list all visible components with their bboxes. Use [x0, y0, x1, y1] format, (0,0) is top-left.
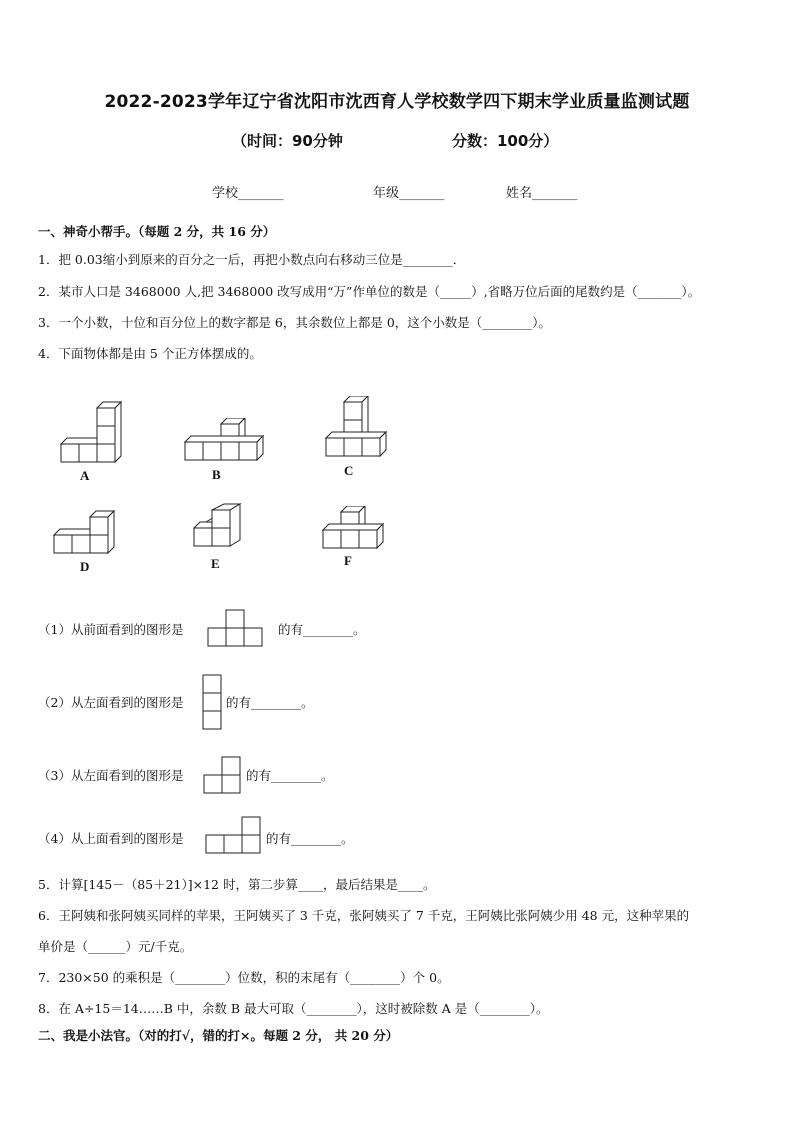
question-7: 7．230×50 的乘积是（________）位数，积的末尾有（________）个 0。: [38, 970, 450, 985]
section2-heading: 二、我是小法官。（对的打√，错的打×。每题 2 分， 共 20 分）: [38, 1028, 399, 1043]
view-shape-front: [206, 609, 264, 649]
question-6-line-2: 单价是（______）元/千克。: [38, 939, 193, 954]
question-8: 8．在 A÷15＝14……B 中，余数 B 最大可取（________），这时被除数 A 是（________）。: [38, 1001, 549, 1016]
figure-label-f: F: [344, 553, 352, 568]
figure-label-b: B: [212, 467, 221, 482]
question-5: 5．计算[145－（85＋21）]×12 时，第二步算____，最后结果是____。: [38, 877, 436, 892]
subquestion-2-suffix: 的有________。: [226, 695, 314, 710]
question-4: 4．下面物体都是由 5 个正方体摆成的。: [38, 346, 262, 361]
subquestion-4-suffix: 的有________。: [266, 831, 354, 846]
subquestion-3-suffix: 的有________。: [246, 768, 334, 783]
section1-heading: 一、神奇小帮手。（每题 2 分，共 16 分）: [38, 224, 276, 239]
name-field: 姓名_______: [506, 186, 578, 201]
figure-label-e: E: [211, 556, 220, 571]
subquestion-3-prefix: （3）从左面看到的图形是: [38, 768, 184, 783]
view-shape-top: [204, 816, 264, 856]
subquestion-1-prefix: （1）从前面看到的图形是: [38, 622, 184, 637]
question-1: 1．把 0.03缩小到原来的百分之一后，再把小数点向右移动三位是________．: [38, 252, 466, 267]
subquestion-1-suffix: 的有________。: [278, 622, 366, 637]
figure-label-c: C: [344, 463, 354, 478]
question-2: 2．某市人口是 3468000 人,把 3468000 改写成用“万”作单位的数是（_____）,省略万位后面的尾数约是（_______）。: [38, 284, 701, 299]
school-field: 学校_______: [212, 186, 284, 201]
view-shape-left-l: [203, 756, 243, 796]
figure-label-a: A: [80, 468, 90, 483]
cube-figure-b: [183, 418, 273, 464]
cube-figure-e: [192, 502, 244, 557]
cube-figure-f: [321, 506, 387, 552]
view-shape-left-column: [202, 674, 224, 732]
subquestion-2-prefix: （2）从左面看到的图形是: [38, 695, 184, 710]
subquestion-4-prefix: （4）从上面看到的图形是: [38, 831, 184, 846]
question-3: 3．一个小数，十位和百分位上的数字都是 6，其余数位上都是 0，这个小数是（________）。: [38, 315, 552, 330]
page-title: 2022-2023学年辽宁省沈阳市沈西育人学校数学四下期末学业质量监测试题: [104, 92, 690, 112]
cube-figure-d: [52, 509, 124, 557]
exam-time: （时间：90分钟: [232, 132, 343, 150]
figure-label-d: D: [80, 559, 90, 574]
cube-figure-a: [58, 400, 128, 465]
cube-figure-c: [324, 396, 389, 460]
grade-field: 年级_______: [373, 186, 445, 201]
exam-score: 分数：100分）: [452, 132, 559, 150]
question-6-line-1: 6．王阿姨和张阿姨买同样的苹果，王阿姨买了 3 千克，张阿姨买了 7 千克，王阿姨比张阿姨少用 48 元，这种苹果的: [38, 908, 690, 923]
